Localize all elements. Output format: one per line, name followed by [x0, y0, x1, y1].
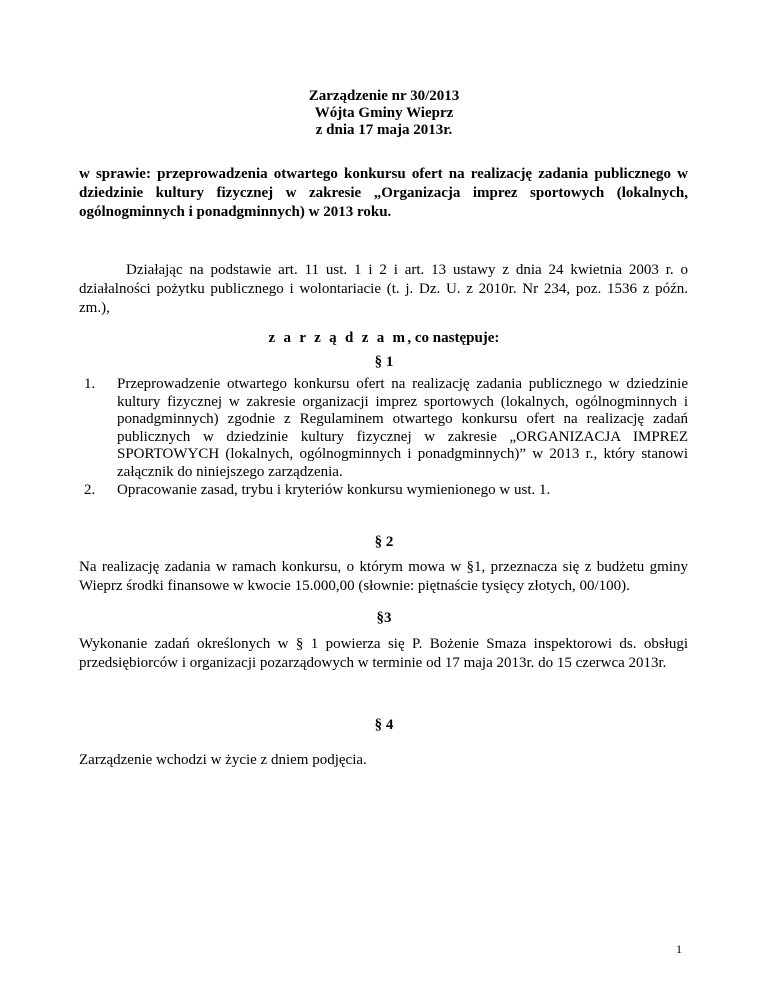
issue-date: z dnia 17 maja 2013r.: [315, 122, 453, 138]
document-header: [0, 88, 768, 139]
page-number: 1: [676, 942, 682, 956]
issuer: Wójta Gminy Wieprz: [314, 105, 454, 121]
section-1-list: [79, 376, 688, 499]
decree-rest: , co następuje:: [407, 330, 500, 346]
list-item-number: 1.: [84, 376, 96, 392]
decree-line: [0, 330, 768, 347]
section-3-title: §3: [376, 610, 392, 626]
list-item-text: Opracowanie zasad, trybu i kryteriów konkursu wymienionego w ust. 1.: [117, 481, 551, 498]
list-item-text: Przeprowadzenie otwartego konkursu ofert na realizację zadania publicznego w dziedzinie kultury fizycznej w zakresie organizacji imprez sportowych (lokalnych, ogólnogminnych i ponadgminnych) zgodnie z Regulaminem otwartego konkursu ofert na realizację zadań publicznych w dziedzinie kultury fizycznej w zakresie „ORGANIZACJA IMPREZ SPORTOWYCH (lokalnych, ogólnogminnych i ponadgminnych)” w 2013 r., który stanowi załącznik do niniejszego zarządzenia.: [117, 376, 688, 480]
legal-basis: Działając na podstawie art. 11 ust. 1 i 2 i art. 13 ustawy z dnia 24 kwietnia 2003 r. o działalności pożytku publicznego i wolontariacie (t. j. Dz. U. z 2010r. Nr 234, poz. 1536 z późn. zm.),: [79, 262, 688, 316]
ordinance-number: Zarządzenie nr 30/2013: [308, 88, 460, 104]
section-4-text: Zarządzenie wchodzi w życie z dniem podjęcia.: [79, 752, 367, 768]
ordinance-subject: w sprawie: przeprowadzenia otwartego konkursu ofert na realizację zadania publicznego w dziedzinie kultury fizycznej w zakresie „Organizacja imprez sportowych (lokalnych, ogólnogminnych i ponadgminnych) w 2013 roku.: [79, 166, 688, 220]
section-3-text: Wykonanie zadań określonych w § 1 powierza się P. Bożenie Smaza inspektorowi ds. obsługi przedsiębiorców i organizacji pozarządowych w terminie od 17 maja 2013r. do 15 czerwca 2013r.: [79, 636, 688, 671]
section-4-title: § 4: [374, 717, 394, 733]
decree-spaced: z a r z ą d z a m: [268, 330, 408, 346]
list-item-number: 2.: [84, 481, 96, 498]
section-1-title: § 1: [374, 354, 394, 370]
list-item: [79, 482, 688, 500]
section-2-text: Na realizację zadania w ramach konkursu, o którym mowa w §1, przeznacza się z budżetu gminy Wieprz środki finansowe w kwocie 15.000,00 (słownie: piętnaście tysięcy złotych, 00/100).: [79, 559, 688, 594]
list-item: [79, 376, 688, 482]
section-2-title: § 2: [374, 534, 394, 550]
